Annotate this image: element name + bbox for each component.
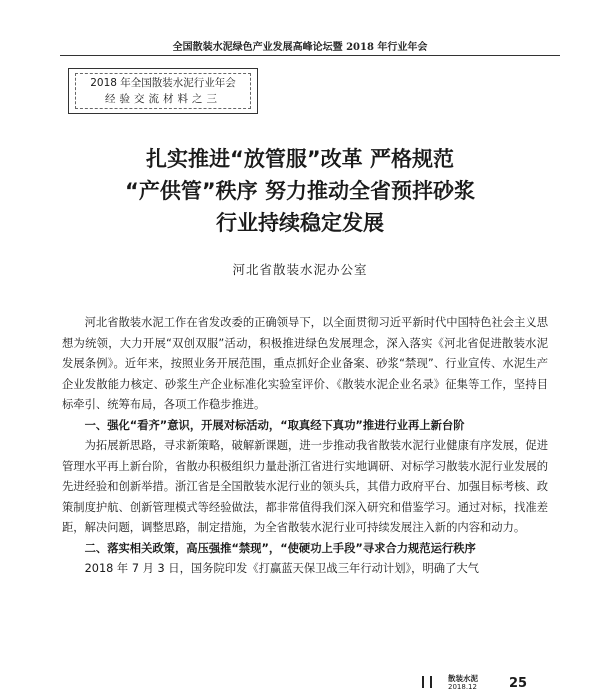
series-label-inner <box>75 73 251 109</box>
footer-issue: 2018.12 <box>448 683 477 691</box>
section1-heading: 一、强化“看齐”意识，开展对标活动，“取真经下真功”推进行业再上新台阶 <box>84 418 465 432</box>
running-head: 全国散装水泥绿色产业发展高峰论坛暨 2018 年行业年会 <box>172 42 428 53</box>
intro-paragraph: 河北省散装水泥工作在省发改委的正确领导下，以全面贯彻习近平新时代中国特色社会主义思想为统领，大力开展“双创双服”活动，积极推进绿色发展理念，深入落实《河北省促进散装水泥发展条例》。近年来，按照业务开展范围，重点抓好企业备案、砂浆“禁现”、行业宣传、水泥生产企业发散能力核定、砂浆生产企业标准化实验室评价、《散装水泥企业名录》征集等工作，坚持目标牵引、统筹布局，各项工作稳步推进。 <box>62 316 548 411</box>
footer-journal-name: 散装水泥 <box>448 674 478 683</box>
section2-paragraph: 2018 年 7 月 3 日，国务院印发《打赢蓝天保卫战三年行动计划》，明确了大气 <box>84 562 479 575</box>
header-divider <box>60 55 560 56</box>
section1-paragraph: 为拓展新思路，寻求新策略，破解新课题，进一步推动我省散装水泥行业健康有序发展，促进管理水平再上新台阶，省散办积极组织力量赴浙江省进行实地调研、对标学习散装水泥行业发展的先进经验和创新举措。浙江省是全国散装水泥行业的领头兵，其借力政府平台、加强目标考核、政策制度护航、创新管理模式等经验做法，都非常值得我们深入研究和借鉴学习。通过对标，找准差距，解决问题，调整思路，制定措施，为全省散装水泥行业可持续发展注入新的内容和动力。 <box>62 439 548 534</box>
series-label-line2: 经验交流材料之三 <box>105 93 221 105</box>
page-number: 25 <box>509 676 528 691</box>
series-label-box <box>68 68 258 114</box>
article-title <box>40 143 560 239</box>
series-label-line1: 2018 年全国散装水泥行业年会 <box>90 77 236 89</box>
article-body <box>62 313 548 580</box>
article-title-line2: “产供管”秩序 努力推动全省预拌砂浆 <box>125 179 475 203</box>
section2-heading: 二、落实相关政策，高压强推“禁现”，“使硬功上手段”寻求合力规范运行秩序 <box>84 541 476 555</box>
journal-logo-icon <box>422 676 432 688</box>
article-title-line3: 行业持续稳定发展 <box>216 211 384 235</box>
article-title-line1: 扎实推进“放管服”改革 严格规范 <box>146 147 454 171</box>
article-author: 河北省散装水泥办公室 <box>232 262 368 277</box>
